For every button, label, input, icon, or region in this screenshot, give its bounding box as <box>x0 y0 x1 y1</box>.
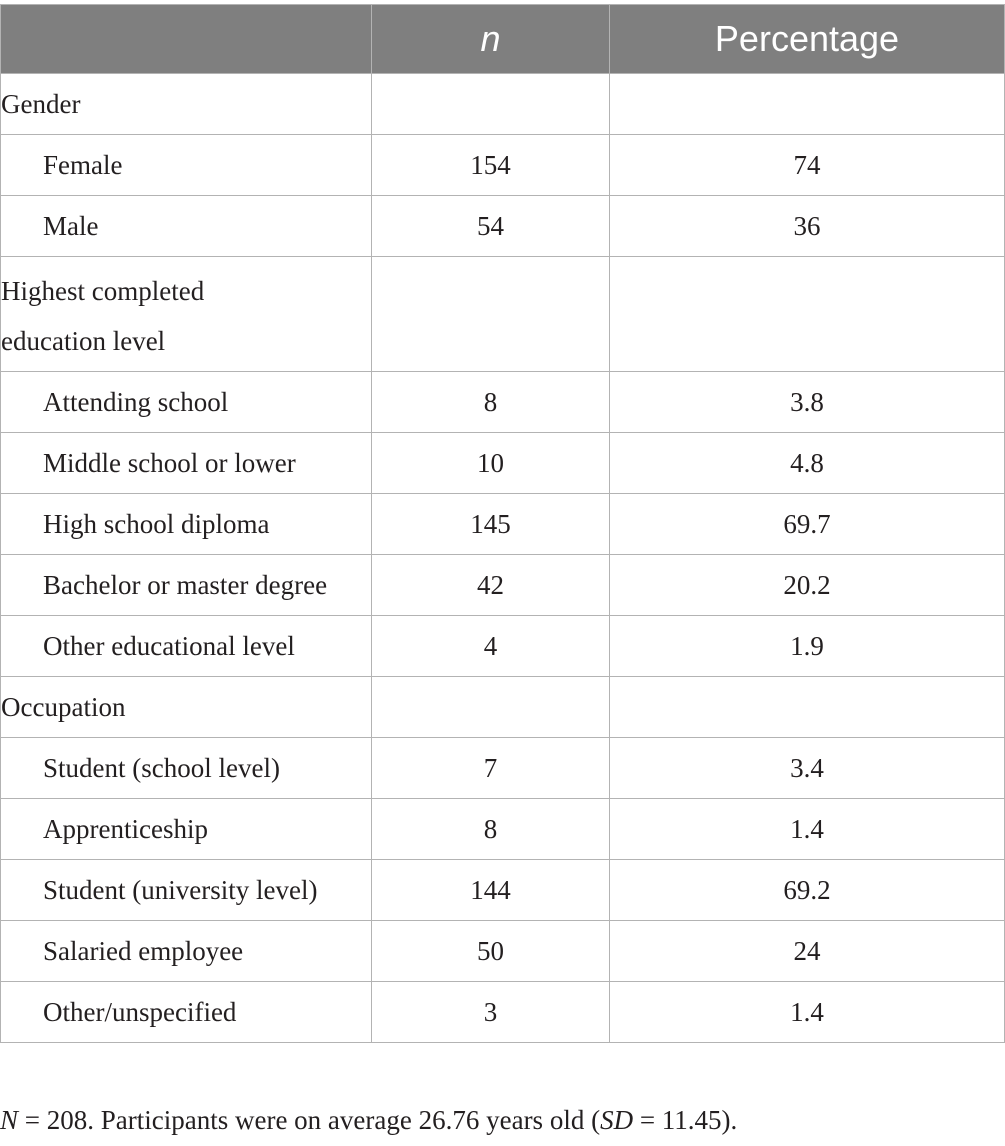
row-n: 145 <box>372 494 610 555</box>
table-row <box>1 860 1005 921</box>
row-label: Student (school level) <box>1 738 372 799</box>
row-label <box>1 257 372 372</box>
row-percentage: 3.4 <box>610 738 1005 799</box>
row-percentage: 1.4 <box>610 799 1005 860</box>
row-percentage: 20.2 <box>610 555 1005 616</box>
row-n <box>372 74 610 135</box>
row-n: 8 <box>372 799 610 860</box>
row-percentage <box>610 74 1005 135</box>
row-percentage: 36 <box>610 196 1005 257</box>
table-footnote <box>0 1103 737 1137</box>
row-label: Gender <box>1 74 372 135</box>
row-label: Occupation <box>1 677 372 738</box>
row-percentage: 3.8 <box>610 372 1005 433</box>
table-row <box>1 135 1005 196</box>
row-n: 7 <box>372 738 610 799</box>
row-percentage: 4.8 <box>610 433 1005 494</box>
row-percentage: 24 <box>610 921 1005 982</box>
table-row <box>1 494 1005 555</box>
table-row <box>1 555 1005 616</box>
row-percentage <box>610 677 1005 738</box>
row-n: 42 <box>372 555 610 616</box>
header-percentage: Percentage <box>610 5 1005 74</box>
row-percentage <box>610 257 1005 372</box>
row-label: Middle school or lower <box>1 433 372 494</box>
row-label: Apprenticeship <box>1 799 372 860</box>
table-row <box>1 921 1005 982</box>
row-label: High school diploma <box>1 494 372 555</box>
row-n: 8 <box>372 372 610 433</box>
row-n: 10 <box>372 433 610 494</box>
footnote-n-text: = 208. Participants were on average 26.76 years old ( <box>18 1105 601 1135</box>
row-label: Salaried employee <box>1 921 372 982</box>
table-row <box>1 372 1005 433</box>
row-n: 154 <box>372 135 610 196</box>
table-row <box>1 982 1005 1043</box>
table-row <box>1 738 1005 799</box>
row-percentage: 69.7 <box>610 494 1005 555</box>
demographics-table <box>0 4 1005 1043</box>
row-label: Student (university level) <box>1 860 372 921</box>
row-percentage: 69.2 <box>610 860 1005 921</box>
row-label: Other/unspecified <box>1 982 372 1043</box>
row-n: 54 <box>372 196 610 257</box>
row-n: 144 <box>372 860 610 921</box>
row-percentage: 1.4 <box>610 982 1005 1043</box>
row-label: Male <box>1 196 372 257</box>
row-label-text: Highest completed education level <box>1 276 205 356</box>
table-row <box>1 257 1005 372</box>
row-n: 4 <box>372 616 610 677</box>
row-n <box>372 677 610 738</box>
table-row <box>1 616 1005 677</box>
table-row <box>1 799 1005 860</box>
row-label: Female <box>1 135 372 196</box>
row-n: 3 <box>372 982 610 1043</box>
row-n: 50 <box>372 921 610 982</box>
header-category <box>1 5 372 74</box>
row-label: Bachelor or master degree <box>1 555 372 616</box>
table-row <box>1 196 1005 257</box>
row-label: Attending school <box>1 372 372 433</box>
header-row <box>1 5 1005 74</box>
footnote-n-symbol: N <box>0 1105 19 1135</box>
row-percentage: 74 <box>610 135 1005 196</box>
table-row <box>1 74 1005 135</box>
row-label: Other educational level <box>1 616 372 677</box>
footnote-sd-symbol: SD <box>600 1105 634 1135</box>
row-n <box>372 257 610 372</box>
header-n: n <box>372 5 610 74</box>
footnote-sd-text: = 11.45). <box>633 1105 738 1135</box>
table-row <box>1 677 1005 738</box>
row-percentage: 1.9 <box>610 616 1005 677</box>
table-row <box>1 433 1005 494</box>
